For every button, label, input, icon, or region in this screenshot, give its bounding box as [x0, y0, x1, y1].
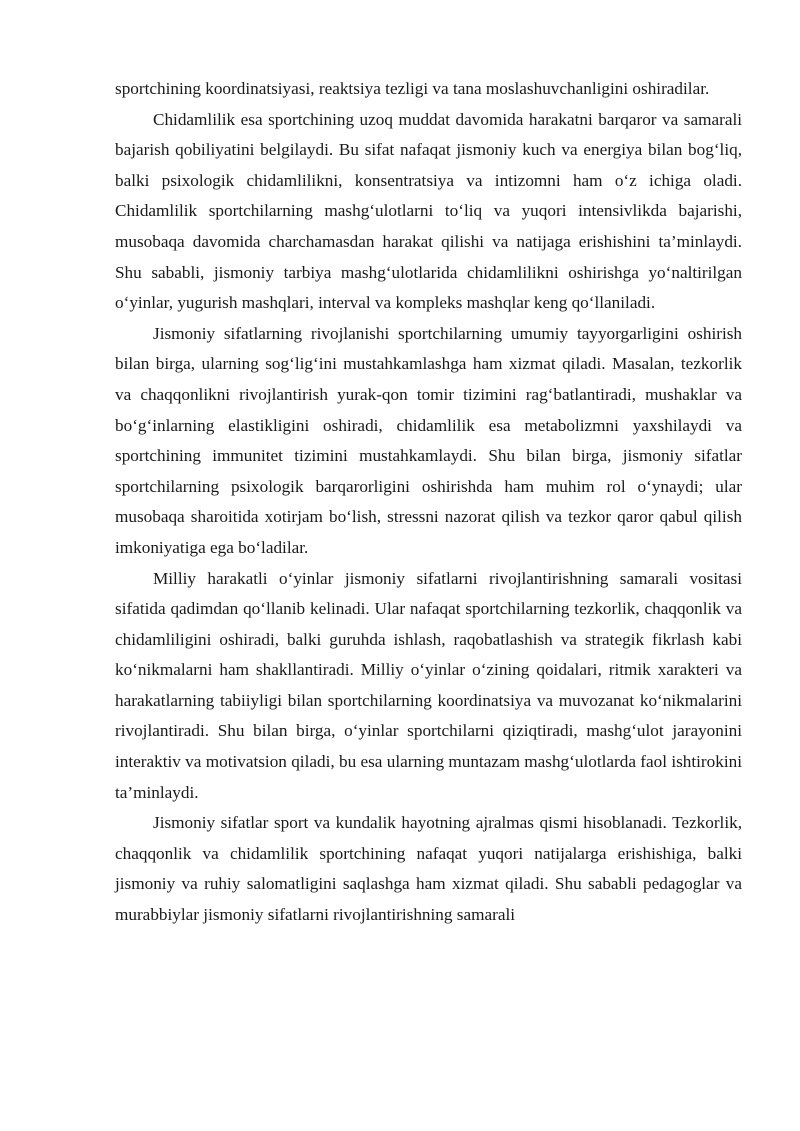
paragraph-national-games: Milliy harakatli o‘yinlar jismoniy sifatlarni rivojlantirishning samarali vositasi sifatida qadimdan qo‘llanib kelinadi. Ular nafaqat sportchilarning tezkorlik, chaqqonlik va chidamliligini oshiradi, balki guruhda ishlash, raqobatlashish va strategik fikrlash kabi ko‘nikmalarni ham shakllantiradi. Milliy o‘yinlar o‘zining qoidalari, ritmik xarakteri va harakatlarning tabiiyligi bilan sportchilarning koordinatsiya va muvozanat ko‘nikmalarini rivojlantiradi. Shu bilan birga, o‘yinlar sportchilarni qiziqtiradi, mashg‘ulot jarayonini interaktiv va motivatsion qiladi, bu esa ularning muntazam mashg‘ulotlarda faol ishtirokini ta’minlaydi.	[115, 568, 742, 802]
document-page	[115, 74, 742, 931]
paragraph-continuation: sportchining koordinatsiyasi, reaktsiya tezligi va tana moslashuvchanligini oshiradilar.	[115, 79, 710, 98]
paragraph-physical-qualities-development: Jismoniy sifatlarning rivojlanishi sportchilarning umumiy tayyorgarligini oshirish bilan birga, ularning sog‘lig‘ini mustahkamlashga ham xizmat qiladi. Masalan, tezkorlik va chaqqonlikni rivojlantirish yurak-qon tomir tizimini rag‘batlantiradi, mushaklar va bo‘g‘inlarning elastikligini oshiradi, chidamlilik esa metabolizmni yaxshilaydi va sportchining immunitet tizimini mustahkamlaydi. Shu bilan birga, jismoniy sifatlar sportchilarning psixologik barqarorligini oshirishda ham muhim rol o‘ynaydi; ular musobaqa sharoitida xotirjam bo‘lish, stressni nazorat qilish va tezkor qaror qabul qilish imkoniyatiga ega bo‘ladilar.	[115, 323, 742, 557]
paragraph-conclusion: Jismoniy sifatlar sport va kundalik hayotning ajralmas qismi hisoblanadi. Tezkorlik, chaqqonlik va chidamlilik sportchining nafaqat yuqori natijalarga erishishiga, balki jismoniy va ruhiy salomatligini saqlashga ham xizmat qiladi. Shu sababli pedagoglar va murabbiylar jismoniy sifatlarni rivojlantirishning samarali	[115, 813, 742, 925]
paragraph-endurance: Chidamlilik esa sportchining uzoq muddat davomida harakatni barqaror va samarali bajarish qobiliyatini belgilaydi. Bu sifat nafaqat jismoniy kuch va energiya bilan bog‘liq, balki psixologik chidamlilikni, konsentratsiya va intizomni ham o‘z ichiga oladi. Chidamlilik sportchilarning mashg‘ulotlarni to‘liq va yuqori intensivlikda bajarishi, musobaqa davomida charchamasdan harakat qilishi va natijaga erishishini ta’minlaydi. Shu sababli, jismoniy tarbiya mashg‘ulotlarida chidamlilikni oshirishga yo‘naltirilgan o‘yinlar, yugurish mashqlari, interval va kompleks mashqlar keng qo‘llaniladi.	[115, 109, 742, 313]
